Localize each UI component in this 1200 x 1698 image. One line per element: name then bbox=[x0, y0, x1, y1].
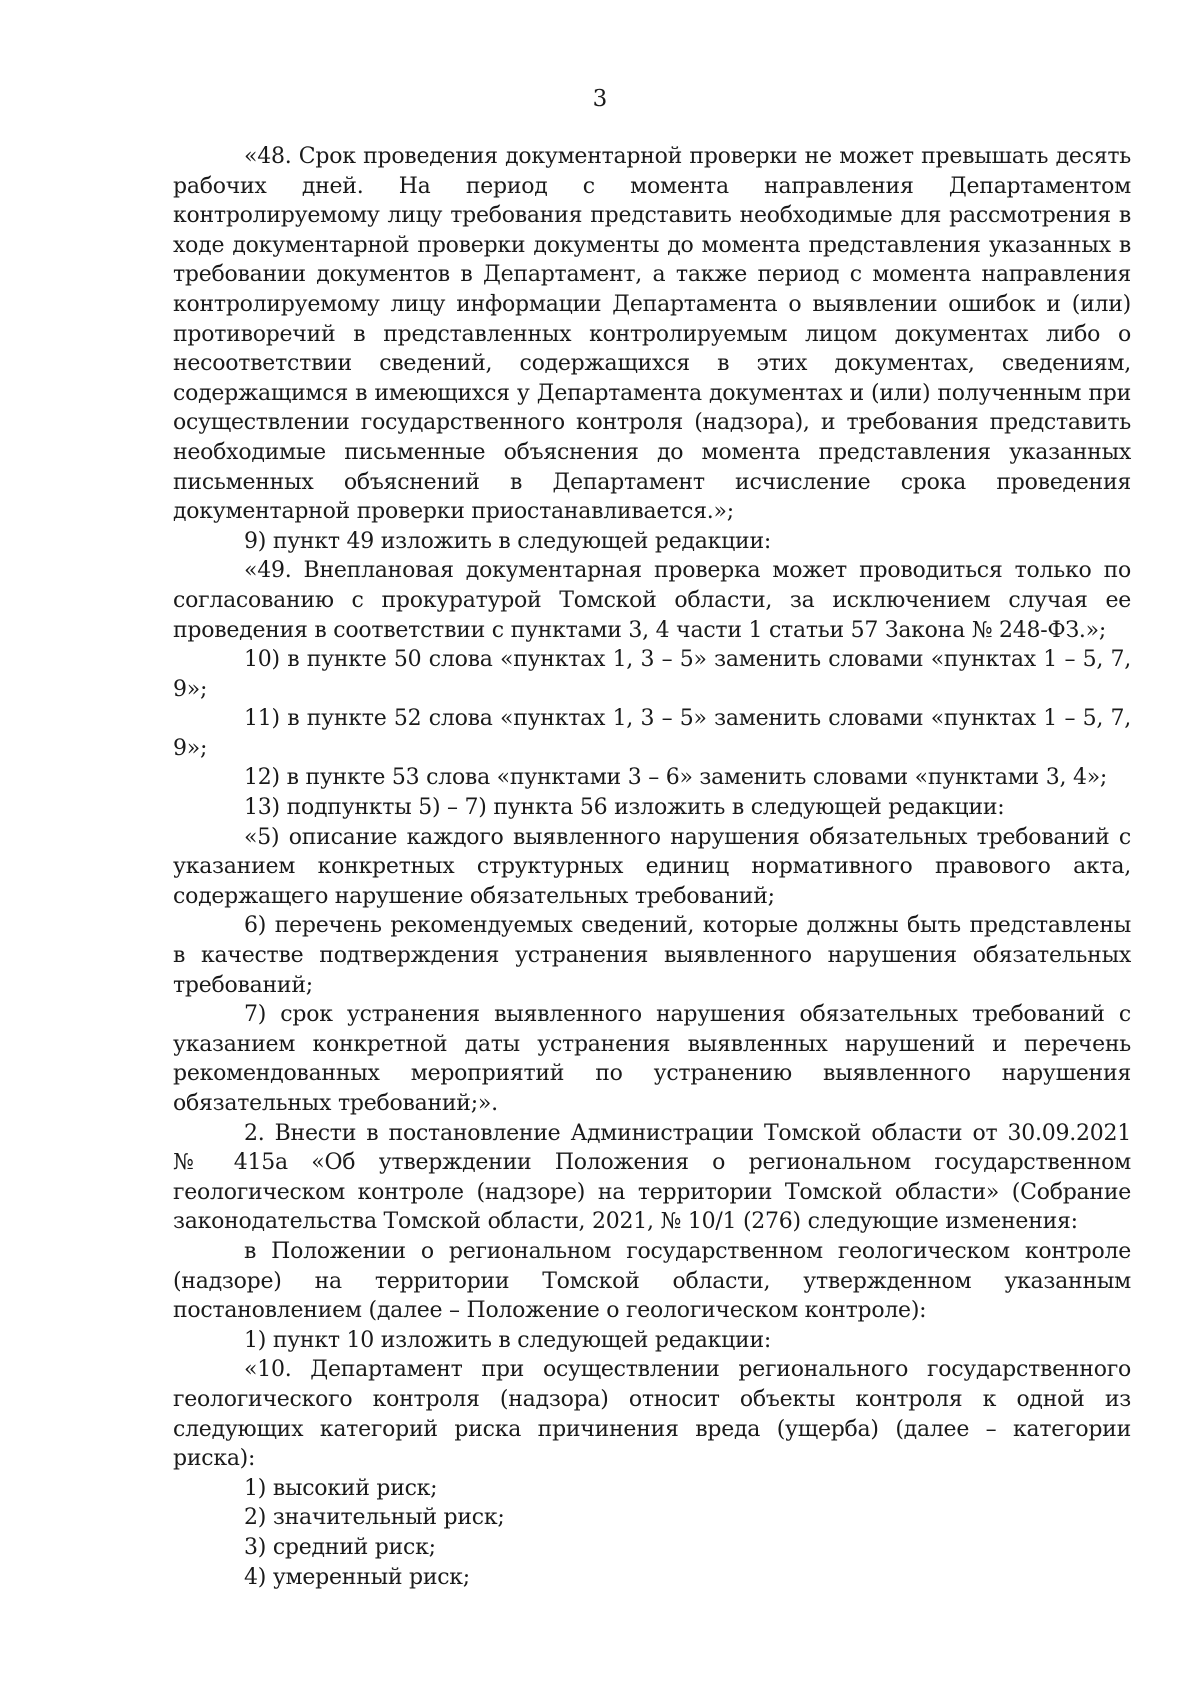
paragraph-48: «48. Срок проведения документарной проверки не может превышать десять рабочих дней. На период с момента направления Департаментом контролируемому лицу требования представить необходимые для рассмотрения в ходе документарной проверки документы до момента представления указанных в требовании документов в Департамент, а также период с момента направления контролируемому лицу информации Департамента о выявлении ошибок и (или) противоречий в представленных контролируемым лицом документах либо о несоответствии сведений, содержащихся в этих документах, сведениям, содержащимся в имеющихся у Департамента документах и (или) полученным при осуществлении государственного контроля (надзора), и требования представить необходимые письменные объяснения до момента представления указанных письменных объяснений в Департамент исчисление срока проведения документарной проверки приостанавливается.»; bbox=[173, 144, 1131, 525]
paragraph-subitem-5: «5) описание каждого выявленного нарушения обязательных требований с указанием конкретных структурных единиц нормативного правового акта, содержащего нарушение обязательных требований; bbox=[173, 824, 1131, 909]
paragraph-item-1: 1) пункт 10 изложить в следующей редакции: bbox=[244, 1327, 772, 1353]
paragraph-item-12: 12) в пункте 53 слова «пунктами 3 – 6» заменить словами «пунктами 3, 4»; bbox=[244, 765, 1108, 791]
paragraph-subitem-7: 7) срок устранения выявленного нарушения обязательных требований с указанием конкретной даты устранения выявленных нарушений и перечень рекомендованных мероприятий по устранению выявленного нарушения обязательных требований;». bbox=[173, 1002, 1131, 1116]
page-number: 3 bbox=[592, 86, 608, 112]
paragraph-item-9: 9) пункт 49 изложить в следующей редакции: bbox=[244, 528, 772, 554]
paragraph-item-13: 13) подпункты 5) – 7) пункта 56 изложить в следующей редакции: bbox=[244, 795, 1005, 821]
paragraph-subitem-6: 6) перечень рекомендуемых сведений, которые должны быть представлены в качестве подтверждения устранения выявленного нарушения обязательных требований; bbox=[173, 913, 1131, 998]
paragraph-10: «10. Департамент при осуществлении регионального государственного геологического контроля (надзора) относит объекты контроля к одной из следующих категорий риска причинения вреда (ущерба) (далее – категории риска): bbox=[173, 1357, 1131, 1472]
paragraph-section-2: 2. Внести в постановление Администрации Томской области от 30.09.2021 № 415а «Об утверждении Положения о региональном государственном геологическом контроле (надзоре) на территории Томской области» (Собрание законодательства Томской области, 2021, № 10/1 (276) следующие изменения: bbox=[173, 1120, 1131, 1235]
paragraph-item-10: 10) в пункте 50 слова «пунктах 1, 3 – 5» заменить словами «пунктах 1 – 5, 7, 9»; bbox=[173, 647, 1131, 702]
risk-category-significant: 2) значительный риск; bbox=[244, 1505, 505, 1531]
risk-category-high: 1) высокий риск; bbox=[244, 1475, 438, 1501]
risk-category-moderate: 4) умеренный риск; bbox=[244, 1564, 470, 1590]
risk-category-medium: 3) средний риск; bbox=[244, 1534, 436, 1560]
paragraph-regulation-intro: в Положении о региональном государственном геологическом контроле (надзоре) на территории Томской области, утвержденном указанным постановлением (далее – Положение о геологическом контроле): bbox=[173, 1238, 1131, 1324]
paragraph-49: «49. Внеплановая документарная проверка может проводиться только по согласованию с прокуратурой Томской области, за исключением случая ее проведения в соответствии с пунктами 3, 4 части 1 статьи 57 Закона № 248-ФЗ.»; bbox=[173, 558, 1131, 643]
document-body bbox=[173, 142, 1131, 1592]
paragraph-item-11: 11) в пункте 52 слова «пунктах 1, 3 – 5» заменить словами «пунктах 1 – 5, 7, 9»; bbox=[173, 706, 1131, 761]
